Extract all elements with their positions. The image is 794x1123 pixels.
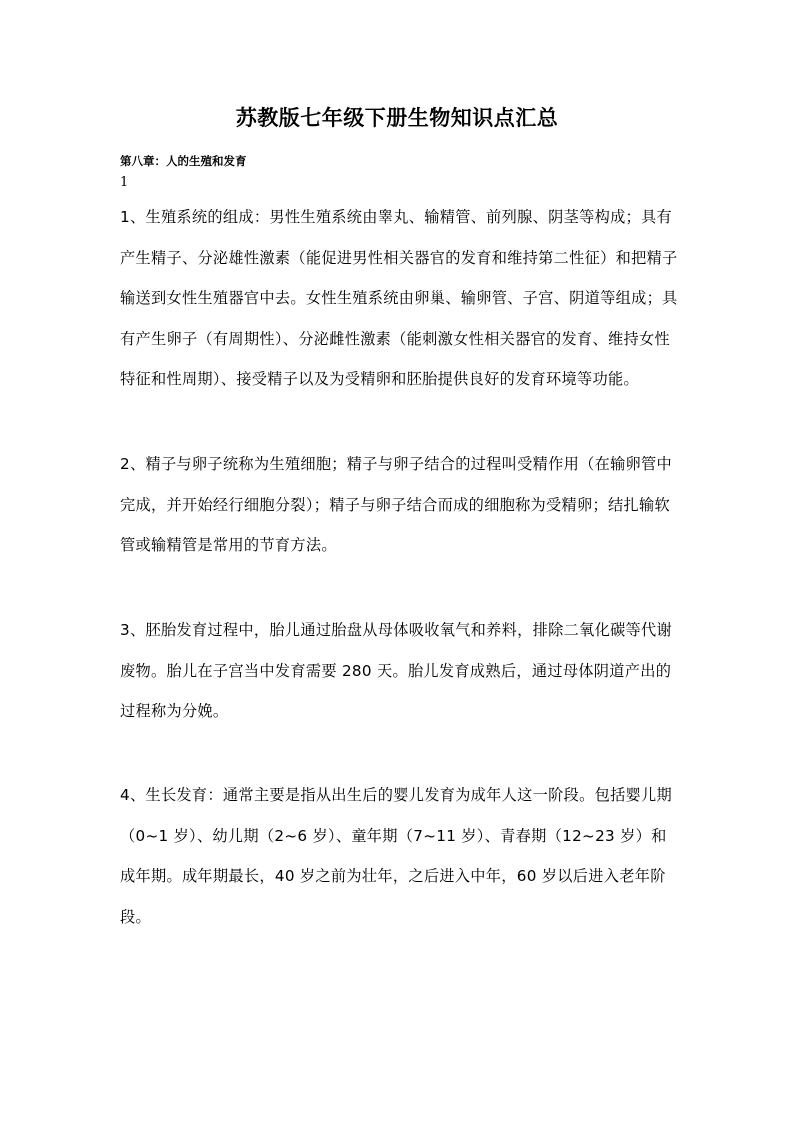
paragraph-2: 2、精子与卵子统称为生殖细胞；精子与卵子结合的过程叫受精作用（在输卵管中完成，并开始经行细胞分裂）；精子与卵子结合而成的细胞称为受精卵；结扎输软管或输精管是常用的节育方法。	[120, 455, 673, 554]
paragraph-4: 4、生长发育：通常主要是指从出生后的婴儿发育为成年人这一阶段。包括婴儿期（0~1 岁）、幼儿期（2~6 岁）、童年期（7~11 岁）、青春期（12~23 岁）和成年期。成年期最长，40 岁之前为壮年，之后进入中年，60 岁以后进入老年阶段。	[120, 786, 673, 926]
paragraph-1: 1、生殖系统的组成：男性生殖系统由睾丸、输精管、前列腺、阴茎等构成；具有产生精子、分泌雄性激素（能促进男性相关器官的发育和维持第二性征）和把精子输送到女性生殖器官中去。女性生殖系统由卵巢、输卵管、子宫、阴道等组成；具有产生卵子（有周期性）、分泌雌性激素（能刺激女性相关器官的发育、维持女性特征和性周期）、接受精子以及为受精卵和胚胎提供良好的发育环境等功能。	[120, 208, 678, 388]
chapter-heading: 第八章：人的生殖和发育	[120, 154, 247, 168]
paragraph-3: 3、胚胎发育过程中，胎儿通过胎盘从母体吸收氧气和养料，排除二氧化碳等代谢废物。胎儿在子宫当中发育需要 280 天。胎儿发育成熟后，通过母体阴道产出的过程称为分娩。	[120, 621, 673, 720]
page-marker: 1	[120, 175, 129, 190]
document-title: 苏教版七年级下册生物知识点汇总	[235, 106, 559, 130]
